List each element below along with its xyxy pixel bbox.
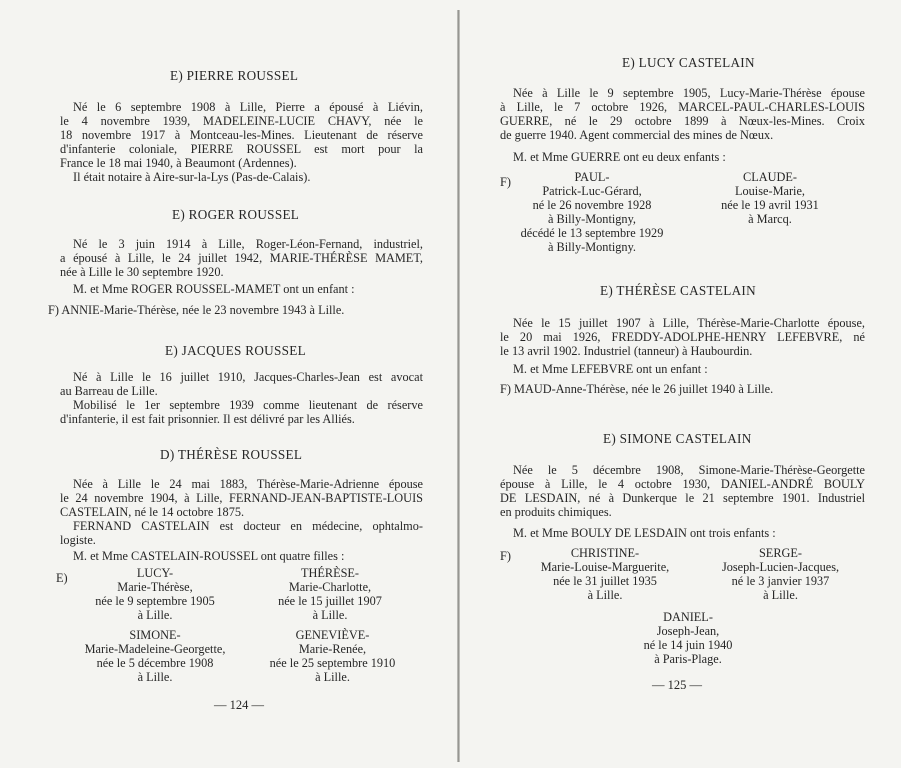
text-line: d'infanterie coloniale, PIERRE ROUSSEL est mort pour la <box>60 142 423 156</box>
child-line: née le 15 juillet 1907 <box>278 594 382 608</box>
child-entry <box>698 546 863 602</box>
child-entry <box>255 566 405 622</box>
child-line: Louise-Marie, <box>735 184 805 198</box>
text-line: le 4 novembre 1939, MADELEINE-LUCIE CHAVY, née le <box>60 114 423 128</box>
text-line: France le 18 mai 1940, à Beaumont (Ardennes). <box>60 156 297 170</box>
section-heading: D) THÉRÈSE ROUSSEL <box>160 447 303 462</box>
text-line: Il était notaire à Aire-sur-la-Lys (Pas-de-Calais). <box>73 170 311 184</box>
section-heading: E) SIMONE CASTELAIN <box>603 431 752 446</box>
child-line: Patrick-Luc-Gérard, <box>542 184 642 198</box>
child-line: Marie-Renée, <box>298 642 367 656</box>
text-line: Née le 15 juillet 1907 à Lille, Thérèse-Marie-Charlotte épouse, <box>513 316 865 330</box>
generation-label: F) <box>500 175 511 189</box>
text-line: le 24 novembre 1904, à Lille, FERNAND-JEAN-BAPTISTE-LOUIS <box>60 491 423 505</box>
child-line: à Lille. <box>315 670 350 684</box>
text-line: Né le 3 juin 1914 à Lille, Roger-Léon-Fernand, industriel, <box>73 237 423 251</box>
section-heading: E) THÉRÈSE CASTELAIN <box>600 283 756 298</box>
text-line: GUERRE, né le 29 octobre 1899 à Nœux-les-Mines. Croix <box>500 114 865 128</box>
text-line: F) MAUD-Anne-Thérèse, née le 26 juillet 1940 à Lille. <box>500 382 774 396</box>
child-line: à Billy-Montigny. <box>547 240 636 254</box>
section-heading: E) JACQUES ROUSSEL <box>165 343 306 358</box>
child-line: Joseph-Lucien-Jacques, <box>721 560 840 574</box>
text-line: à Lille, le 7 octobre 1926, MARCEL-PAUL-CHARLES-LOUIS <box>500 100 865 114</box>
child-line: née le 19 avril 1931 <box>721 198 819 212</box>
page-number: — 124 — <box>214 698 264 712</box>
child-line: à Billy-Montigny, <box>547 212 636 226</box>
child-line: à Marcq. <box>748 212 792 226</box>
text-line: CASTELAIN, né le 14 octobre 1875. <box>60 505 245 519</box>
text-line: M. et Mme LEFEBVRE ont un enfant : <box>513 362 708 376</box>
text-line: au Barreau de Lille. <box>60 384 158 398</box>
page-number: — 125 — <box>652 678 702 692</box>
child-line: née le 25 septembre 1910 <box>269 656 396 670</box>
child-line: à Lille. <box>763 588 798 602</box>
generation-label: F) <box>500 549 511 563</box>
text-line: Née le 5 décembre 1908, Simone-Marie-Thérèse-Georgette <box>513 463 865 477</box>
child-line: décédé le 13 septembre 1929 <box>520 226 664 240</box>
text-line: en produits chimiques. <box>500 505 612 519</box>
child-name: THÉRÈSE- <box>300 566 360 580</box>
text-line: née à Lille le 30 septembre 1920. <box>60 265 224 279</box>
text-line: M. et Mme ROGER ROUSSEL-MAMET ont un enfant : <box>73 282 355 296</box>
child-line: né le 3 janvier 1937 <box>731 574 830 588</box>
child-name: GENEVIÈVE- <box>295 628 370 642</box>
text-line: M. et Mme GUERRE ont eu deux enfants : <box>513 150 726 164</box>
child-line: Joseph-Jean, <box>656 624 720 638</box>
right-page <box>460 0 901 768</box>
child-name: CHRISTINE- <box>570 546 640 560</box>
child-line: à Lille. <box>137 608 173 622</box>
section-heading: E) ROGER ROUSSEL <box>172 207 300 222</box>
child-line: née le 9 septembre 1905 <box>95 594 215 608</box>
text-line: FERNAND CASTELAIN est docteur en médecine, ophtalmo- <box>73 519 423 533</box>
child-line: née le 31 juillet 1935 <box>553 574 657 588</box>
child-line: à Lille. <box>312 608 348 622</box>
text-line: épouse à Lille, le 4 octobre 1930, DANIEL-ANDRÉ BOULY <box>500 477 865 491</box>
child-line: à Paris-Plage. <box>654 652 722 666</box>
text-line: logiste. <box>60 533 96 547</box>
text-line: M. et Mme CASTELAIN-ROUSSEL ont quatre filles : <box>73 549 345 563</box>
child-line: née le 5 décembre 1908 <box>96 656 214 670</box>
child-line: né le 14 juin 1940 <box>643 638 733 652</box>
child-line: Marie-Thérèse, <box>117 580 193 594</box>
text-line: DE LESDAIN, né à Dunkerque le 21 septembre 1901. Industriel <box>500 491 865 505</box>
child-name: CLAUDE- <box>743 170 797 184</box>
text-line: Né le 6 septembre 1908 à Lille, Pierre a épousé à Liévin, <box>73 100 423 114</box>
section-heading: E) LUCY CASTELAIN <box>622 55 755 70</box>
text-line: Mobilisé le 1er septembre 1939 comme lieutenant de réserve <box>73 398 423 412</box>
text-line: le 13 avril 1902. Industriel (tanneur) à Haubourdin. <box>500 344 753 358</box>
child-name: SERGE- <box>758 546 803 560</box>
text-line: le 20 mai 1926, FREDDY-ADOLPHE-HENRY LEFEBVRE, né <box>500 330 865 344</box>
text-line: M. et Mme BOULY DE LESDAIN ont trois enfants : <box>513 526 776 540</box>
generation-label: E) <box>56 571 68 585</box>
child-name: DANIEL- <box>663 610 713 624</box>
text-line: Née à Lille le 24 mai 1883, Thérèse-Marie-Adrienne épouse <box>73 477 423 491</box>
text-line: d'infanterie, il est fait prisonnier. Il est délivré par les Alliés. <box>60 412 355 426</box>
child-entry <box>618 610 758 666</box>
child-entry <box>60 628 250 684</box>
child-name: PAUL- <box>574 170 610 184</box>
child-line: Marie-Charlotte, <box>288 580 372 594</box>
child-entry <box>502 170 682 254</box>
child-name: SIMONE- <box>129 628 181 642</box>
child-line: à Lille. <box>587 588 623 602</box>
child-line: né le 26 novembre 1928 <box>532 198 652 212</box>
child-entry <box>515 546 695 602</box>
text-line: de guerre 1940. Agent commercial des mines de Nœux. <box>500 128 774 142</box>
child-name: LUCY- <box>136 566 174 580</box>
child-line: à Lille. <box>137 670 173 684</box>
section-heading: E) PIERRE ROUSSEL <box>170 68 299 83</box>
child-line: Marie-Madeleine-Georgette, <box>84 642 226 656</box>
text-line: Né à Lille le 16 juillet 1910, Jacques-Charles-Jean est avocat <box>73 370 423 384</box>
text-line: a épousé à Lille, le 24 juillet 1942, MARIE-THÉRÈSE MAMET, <box>60 251 423 265</box>
text-line: F) ANNIE-Marie-Thérèse, née le 23 novembre 1943 à Lille. <box>48 303 345 317</box>
child-line: Marie-Louise-Marguerite, <box>540 560 670 574</box>
text-line: Née à Lille le 9 septembre 1905, Lucy-Marie-Thérèse épouse <box>513 86 865 100</box>
child-entry <box>80 566 230 622</box>
child-entry <box>255 628 410 684</box>
child-entry <box>695 170 845 226</box>
text-line: 18 novembre 1917 à Montceau-les-Mines. Lieutenant de réserve <box>60 128 423 142</box>
